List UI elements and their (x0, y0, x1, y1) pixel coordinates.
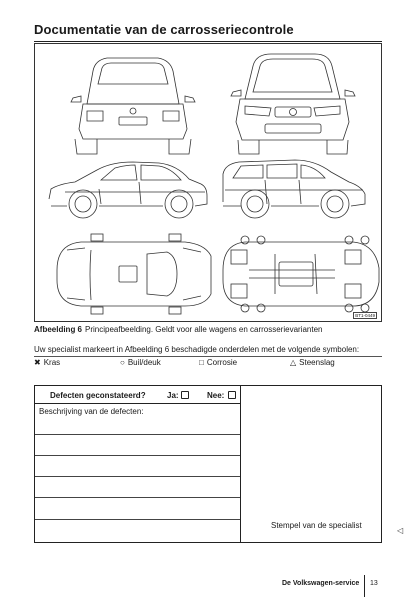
side-view-hatchback-right (223, 160, 365, 218)
symbol-label: Steenslag (299, 358, 335, 367)
top-view (57, 234, 211, 314)
page-title: Documentatie van de carrosseriecontrole (34, 22, 294, 37)
symbol-instruction: Uw specialist markeert in Afbeelding 6 beschadigde onderdelen met de volgende symbolen: (34, 345, 360, 354)
symbol-stone-chip (290, 358, 335, 367)
title-underline (34, 41, 382, 42)
description-line[interactable] (35, 497, 240, 498)
footer-divider (364, 575, 365, 597)
underbody-view (223, 236, 379, 312)
no-checkbox[interactable] (228, 391, 236, 399)
instruction-rule (34, 356, 382, 357)
footer-text: De Volkswagen-service (282, 580, 360, 587)
arrow-left-icon: ◁ (397, 526, 404, 535)
yes-checkbox[interactable] (181, 391, 189, 399)
description-line[interactable] (35, 476, 240, 477)
side-view-sedan-left (49, 162, 207, 218)
symbol-label: Buil/deuk (127, 358, 161, 367)
yes-label: Ja: (167, 391, 179, 400)
description-line[interactable] (35, 434, 240, 435)
description-line[interactable] (35, 519, 240, 520)
defect-form (34, 385, 382, 543)
symbol-legend (34, 358, 382, 370)
description-label: Beschrijving van de defecten: (39, 407, 144, 416)
stamp-label: Stempel van de specialist (271, 521, 362, 530)
corrosion-icon: □ (199, 358, 204, 367)
scratch-icon: ✖ (34, 358, 41, 367)
stamp-divider (240, 386, 241, 542)
rear-view-sedan (71, 58, 195, 154)
symbol-corrosion (199, 358, 237, 367)
dent-icon: ○ (120, 358, 125, 367)
front-view-hatchback (231, 54, 355, 154)
no-label: Nee: (207, 391, 225, 400)
symbol-label: Kras (43, 358, 61, 367)
symbol-label: Corrosie (206, 358, 238, 367)
car-diagram-drawing (35, 44, 381, 321)
description-line[interactable] (35, 455, 240, 456)
car-diagram-figure (34, 43, 382, 322)
header-rule (35, 403, 240, 404)
figure-code: BT1-0449 (355, 313, 375, 318)
page-number: 13 (370, 580, 378, 587)
caption-label: Afbeelding 6 (34, 325, 83, 334)
caption-text: Principeafbeelding. Geldt voor alle wagens en carrosserievarianten (85, 325, 323, 334)
defects-question: Defecten geconstateerd? (50, 391, 146, 400)
figure-caption (34, 325, 322, 334)
symbol-scratch (34, 358, 60, 367)
stone-chip-icon: △ (290, 358, 297, 367)
symbol-dent (120, 358, 161, 367)
